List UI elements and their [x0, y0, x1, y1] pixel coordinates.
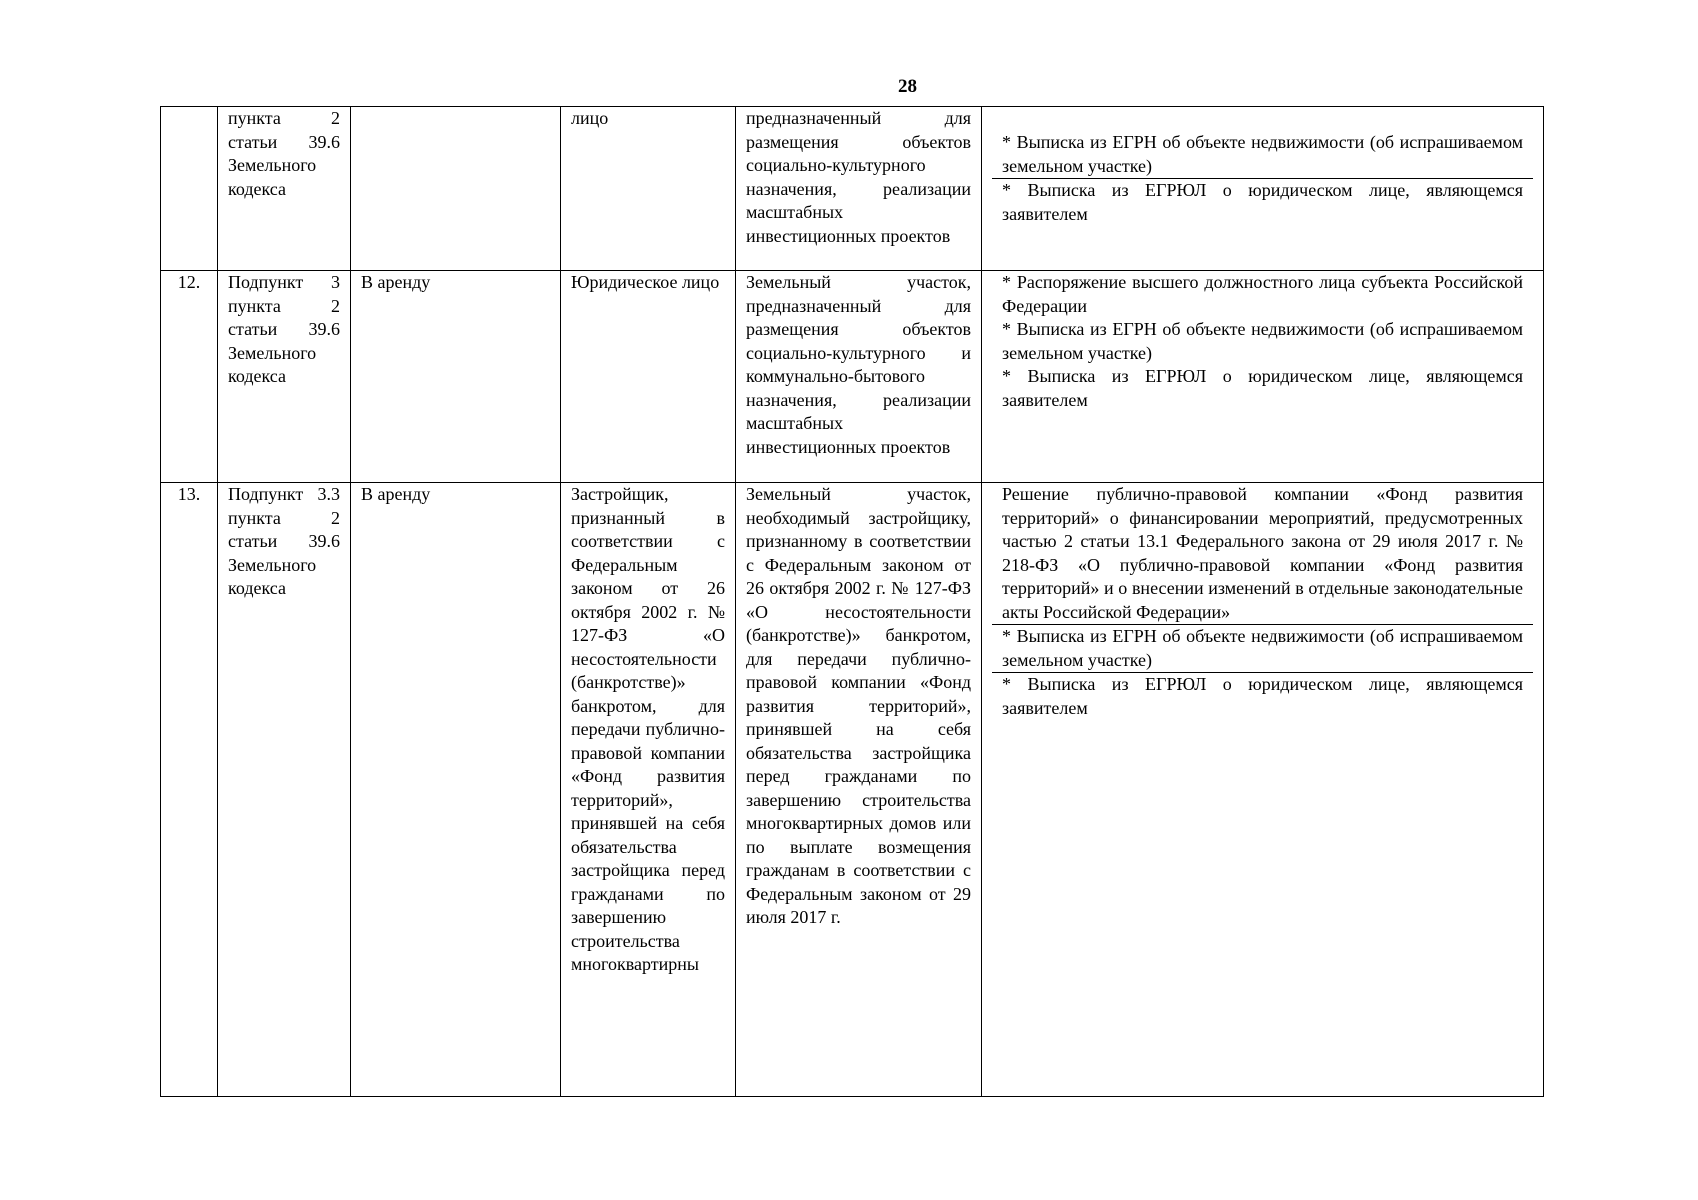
- legal-basis-cell: Подпункт 3 пункта 2 статьи 39.6 Земельного кодекса: [218, 271, 351, 483]
- document-item: Решение публично-правовой компании «Фонд развития территорий» о финансировании мероприятий, предусмотренных частью 2 статьи 13.1 Федерального закона от 29 июля 2017 г. № 218-ФЗ «О публично-правовой компании «Фонд развития территорий» и о внесении изменений в отдельные законодательные акты Российской Федерации»: [1002, 484, 1523, 622]
- legal-basis-cell: Подпункт 3.3 пункта 2 статьи 39.6 Земельного кодекса: [218, 483, 351, 1097]
- legal-basis-cell: пункта 2 статьи 39.6 Земельного кодекса: [218, 107, 351, 271]
- document-item: * Выписка из ЕГРН об объекте недвижимости (об испрашиваемом земельном участке): [992, 624, 1533, 672]
- table-row: [161, 271, 1544, 483]
- document-item: * Выписка из ЕГРЮЛ о юридическом лице, являющемся заявителем: [1002, 366, 1523, 410]
- land-plot-cell: предназначенный для размещения объектов социально-культурного назначения, реализации масштабных инвестиционных проектов: [736, 107, 982, 271]
- documents-cell: [982, 271, 1544, 483]
- applicant-cell: Юридическое лицо: [561, 271, 736, 483]
- document-item: * Выписка из ЕГРН об объекте недвижимости (об испрашиваемом земельном участке): [1002, 319, 1523, 363]
- documents-table: [160, 106, 1544, 1097]
- provision-type-cell: [351, 107, 561, 271]
- document-item: * Выписка из ЕГРЮЛ о юридическом лице, являющемся заявителем: [992, 178, 1533, 226]
- document-item: * Выписка из ЕГРЮЛ о юридическом лице, являющемся заявителем: [992, 672, 1533, 720]
- applicant-cell: лицо: [561, 107, 736, 271]
- land-plot-cell: Земельный участок, предназначенный для размещения объектов социально-культурного и коммунально-бытового назначения, реализации масштабных инвестиционных проектов: [736, 271, 982, 483]
- land-plot-cell: Земельный участок, необходимый застройщику, признанному в соответствии с Федеральным законом от 26 октября 2002 г. № 127-ФЗ «О несостоятельности (банкротстве)» банкротом, для передачи публично-правовой компании «Фонд развития территорий», принявшей на себя обязательства застройщика перед гражданами по завершению строительства многоквартирных домов или по выплате возмещения гражданам в соответствии с Федеральным законом от 29 июля 2017 г.: [736, 483, 982, 1097]
- document-item: * Распоряжение высшего должностного лица субъекта Российской Федерации: [1002, 272, 1523, 316]
- table-row: [161, 107, 1544, 271]
- row-number: 12.: [161, 271, 218, 483]
- documents-cell: [982, 483, 1544, 1097]
- document-item: * Выписка из ЕГРН об объекте недвижимости (об испрашиваемом земельном участке): [1002, 132, 1523, 176]
- provision-type-cell: В аренду: [351, 271, 561, 483]
- row-number: [161, 107, 218, 271]
- table-row: [161, 483, 1544, 1097]
- provision-type-cell: В аренду: [351, 483, 561, 1097]
- row-number: 13.: [161, 483, 218, 1097]
- page-number: 28: [898, 76, 917, 97]
- applicant-cell: Застройщик, признанный в соответствии с Федеральным законом от 26 октября 2002 г. № 127-ФЗ «О несостоятельности (банкротстве)» банкротом, для передачи публично-правовой компании «Фонд развития территорий», принявшей на себя обязательства застройщика перед гражданами по завершению строительства многоквартирны: [561, 483, 736, 1097]
- documents-cell: [982, 107, 1544, 271]
